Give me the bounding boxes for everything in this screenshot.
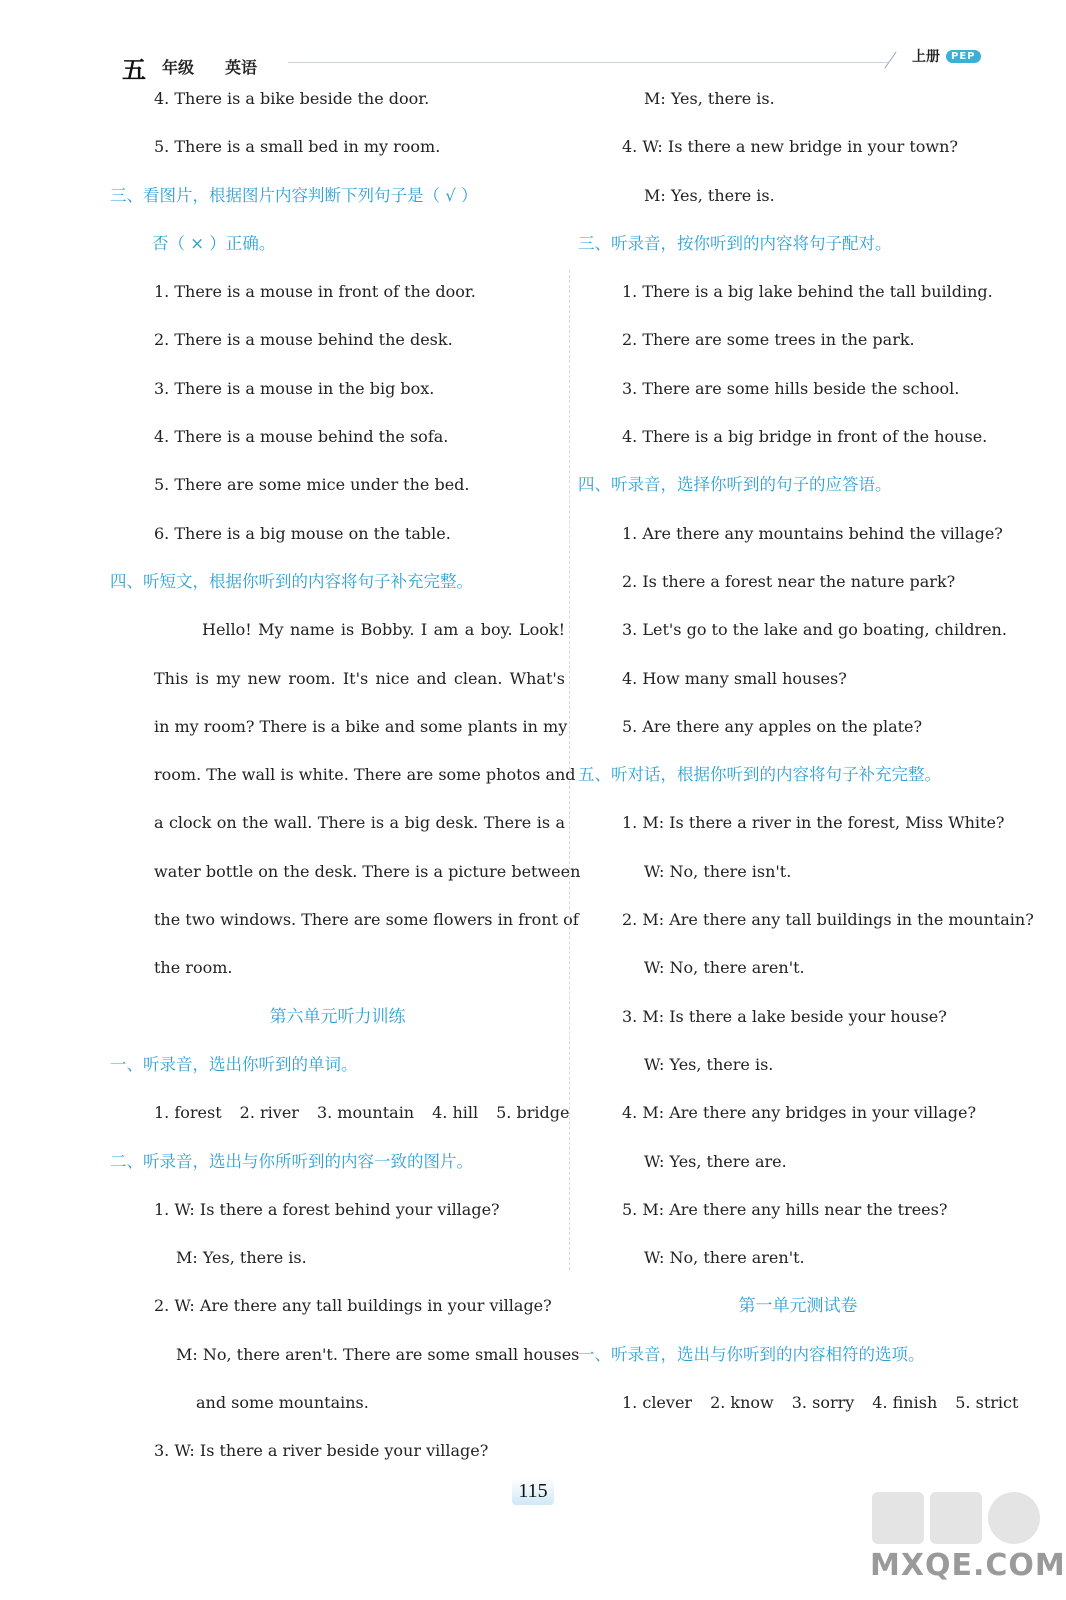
header-slash <box>884 52 896 69</box>
list-item: 3. There is a mouse in the big box. <box>154 378 435 398</box>
list-item: 2. W: Are there any tall buildings in your village? <box>154 1296 552 1316</box>
list-item: 2. M: Are there any tall buildings in the mountain? <box>622 910 1034 930</box>
list-item: 3. W: Is there a river beside your village? <box>154 1441 489 1461</box>
grade-number: 五 <box>122 58 146 84</box>
word-options <box>578 1388 1018 1436</box>
list-item: W: No, there aren't. <box>644 1248 805 1268</box>
list-item: 5. M: Are there any hills near the trees? <box>622 1199 948 1219</box>
passage-line: Hello! My name is Bobby. I am a boy. Look! <box>202 620 565 640</box>
word-option: 1. forest <box>154 1103 222 1123</box>
section-heading: 四、听短文，根据你听到的内容将句子补充完整。 <box>110 571 473 591</box>
list-item: W: Yes, there are. <box>644 1151 787 1171</box>
page-header <box>0 0 1066 84</box>
list-item: M: Yes, there is. <box>176 1248 307 1268</box>
passage-line: the two windows. There are some flowers in front of <box>154 910 579 930</box>
section-heading: 四、听录音，选择你听到的句子的应答语。 <box>578 475 892 495</box>
passage-line: room. The wall is white. There are some photos and <box>154 765 576 785</box>
list-item: 3. There are some hills beside the school. <box>622 378 960 398</box>
list-item: 1. There is a mouse in front of the door. <box>154 282 476 302</box>
right-column <box>578 84 1034 1436</box>
list-item: and some mountains. <box>196 1393 369 1413</box>
list-item: 4. How many small houses? <box>622 668 847 688</box>
passage-line: water bottle on the desk. There is a picture between <box>154 861 581 881</box>
word-option: 4. hill <box>432 1103 479 1123</box>
section-heading: 五、听对话，根据你听到的内容将句子补充完整。 <box>578 765 941 785</box>
edition-badge: PEP <box>946 50 981 63</box>
list-item: 2. There are some trees in the park. <box>622 330 915 350</box>
section-heading: 三、看图片，根据图片内容判断下列句子是（ √ ） <box>110 185 478 205</box>
word-option: 2. know <box>710 1393 774 1413</box>
word-options <box>110 1098 570 1146</box>
list-item: M: Yes, there is. <box>644 89 775 108</box>
section-heading: 三、听录音，按你听到的内容将句子配对。 <box>578 233 892 253</box>
list-item: 1. M: Is there a river in the forest, Miss White? <box>622 813 1005 833</box>
watermark-text: MXQE.COM <box>870 1548 1066 1583</box>
list-item: 1. Are there any mountains behind the village? <box>622 523 1003 543</box>
word-option: 1. clever <box>622 1393 693 1413</box>
list-item: 1. There is a big lake behind the tall building. <box>622 282 993 302</box>
left-column <box>110 84 581 1485</box>
list-item: 4. There is a mouse behind the sofa. <box>154 427 449 447</box>
list-item: W: No, there aren't. <box>644 958 805 978</box>
passage-line: in my room? There is a bike and some plants in my <box>154 716 568 736</box>
word-option: 5. strict <box>955 1393 1019 1413</box>
page-number-text: 115 <box>512 1478 553 1505</box>
list-item: W: Yes, there is. <box>644 1054 774 1074</box>
list-item: 5. Are there any apples on the plate? <box>622 716 923 736</box>
subject-label: 英语 <box>225 58 258 77</box>
passage-line: a clock on the wall. There is a big desk. There is a <box>154 813 565 833</box>
list-item: 2. Is there a forest near the nature park? <box>622 571 956 591</box>
section-heading-continued: 否（ × ）正确。 <box>152 233 276 253</box>
word-option: 5. bridge <box>496 1103 570 1123</box>
list-item: M: Yes, there is. <box>644 185 775 205</box>
list-item: 4. M: Are there any bridges in your village? <box>622 1103 977 1123</box>
volume-label: 上册 <box>912 49 940 65</box>
list-item: 4. There is a bike beside the door. <box>154 89 430 108</box>
passage-line: This is my new room. It's nice and clean. What's <box>154 668 565 688</box>
passage-line: the room. <box>154 958 233 978</box>
word-option: 3. sorry <box>791 1393 855 1413</box>
word-option: 3. mountain <box>316 1103 415 1123</box>
list-item: 5. There is a small bed in my room. <box>154 137 441 157</box>
word-option: 2. river <box>239 1103 299 1123</box>
column-divider <box>569 270 570 1270</box>
list-item: W: No, there isn't. <box>644 861 792 881</box>
list-item: 4. There is a big bridge in front of the house. <box>622 427 988 447</box>
section-heading: 一、听录音，选出你听到的单词。 <box>110 1054 358 1074</box>
list-item: M: No, there aren't. There are some small houses <box>176 1344 580 1364</box>
list-item: 6. There is a big mouse on the table. <box>154 523 451 543</box>
header-rule <box>288 62 888 63</box>
list-item: 5. There are some mice under the bed. <box>154 475 470 495</box>
list-item: 2. There is a mouse behind the desk. <box>154 330 453 350</box>
section-heading: 二、听录音，选出与你所听到的内容一致的图片。 <box>110 1151 473 1171</box>
section-heading: 一、听录音，选出与你听到的内容相符的选项。 <box>578 1344 925 1364</box>
list-item: 3. M: Is there a lake beside your house? <box>622 1006 947 1026</box>
unit-title: 第一单元测试卷 <box>738 1296 858 1317</box>
grade-label: 年级 <box>162 58 195 77</box>
list-item: 1. W: Is there a forest behind your village? <box>154 1199 500 1219</box>
list-item: 4. W: Is there a new bridge in your town? <box>622 137 958 157</box>
word-option: 4. finish <box>872 1393 938 1413</box>
unit-title: 第六单元听力训练 <box>269 1006 406 1027</box>
list-item: 3. Let's go to the lake and go boating, children. <box>622 620 1007 640</box>
